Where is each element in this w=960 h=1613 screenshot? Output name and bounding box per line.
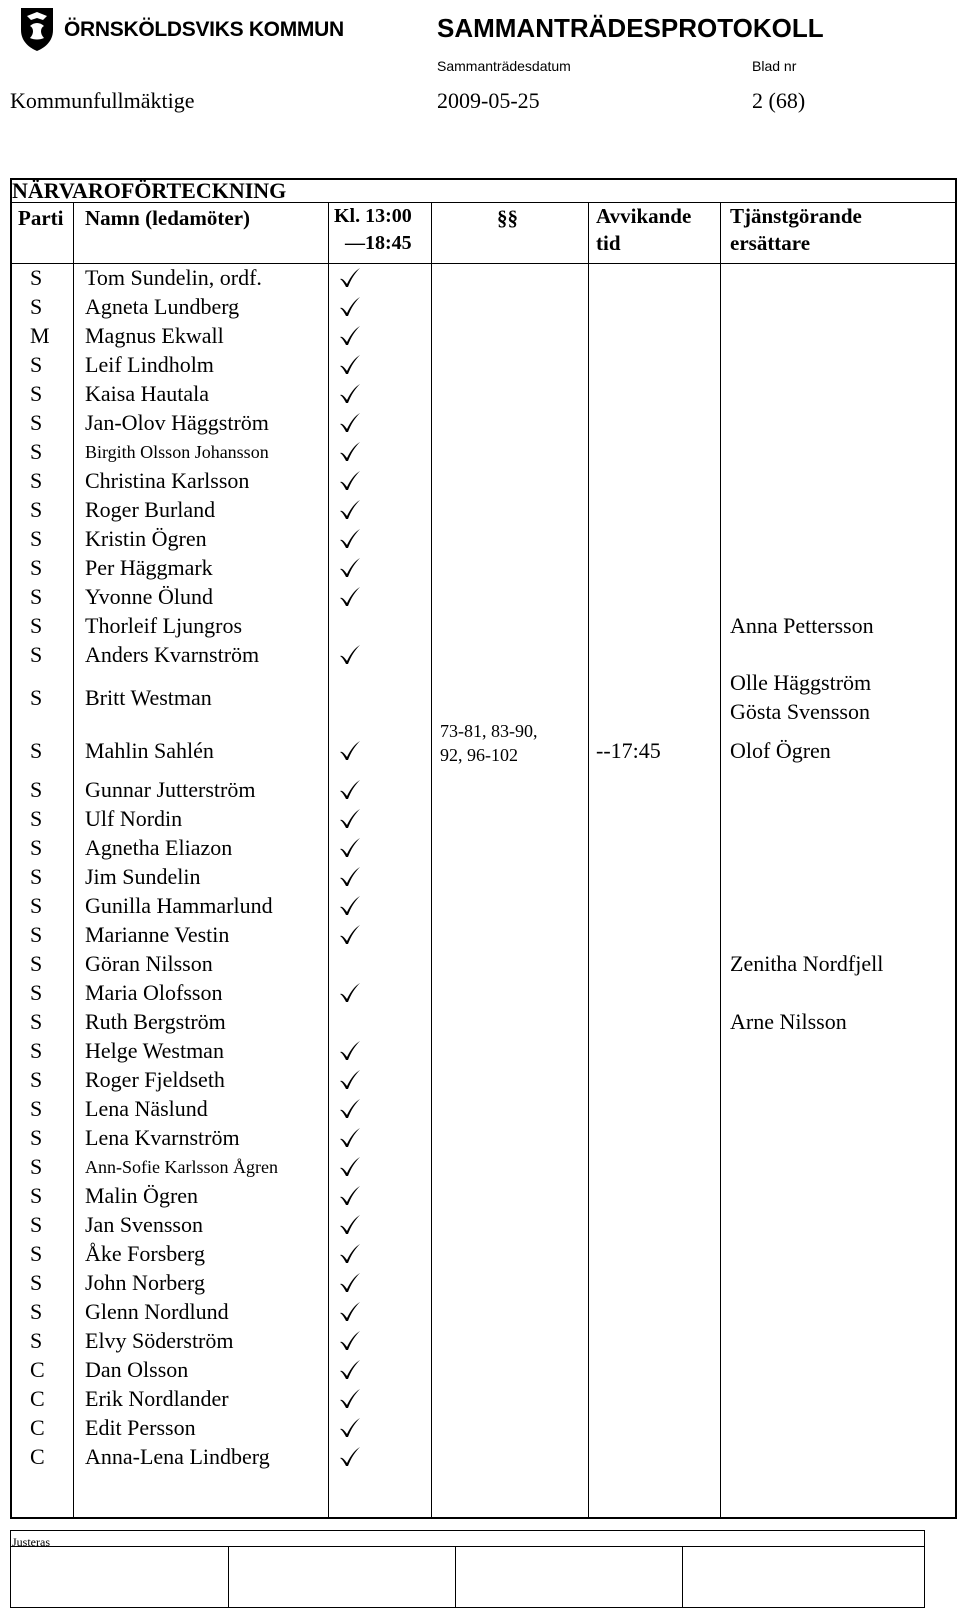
- party-cell: S: [30, 738, 43, 763]
- member-name: Helge Westman: [85, 1037, 224, 1063]
- paragraphs-cell: 73-81, 83-90,: [440, 721, 538, 741]
- party-cell: S: [30, 1008, 43, 1034]
- party-cell: S: [30, 496, 43, 522]
- table-row: [10, 408, 957, 437]
- member-name: Malin Ögren: [85, 1182, 199, 1208]
- document-title: SAMMANTRÄDESPROTOKOLL: [437, 13, 824, 43]
- member-name: Lena Näslund: [85, 1095, 208, 1121]
- table-row: [10, 1413, 957, 1442]
- table-row: [10, 553, 957, 582]
- signature-cell-divider: [455, 1546, 456, 1608]
- member-name: Erik Nordlander: [85, 1385, 229, 1411]
- table-row: [10, 1326, 957, 1355]
- party-cell: S: [30, 467, 43, 493]
- party-cell: S: [30, 612, 43, 638]
- table-row: [10, 1239, 957, 1268]
- member-name: Kristin Ögren: [85, 525, 207, 551]
- party-cell: C: [30, 1356, 45, 1382]
- member-name: Per Häggmark: [85, 554, 213, 580]
- municipality-logo: [18, 6, 344, 52]
- col-header-deviation-2: tid: [596, 231, 621, 255]
- party-cell: C: [30, 1385, 45, 1411]
- party-cell: S: [30, 892, 43, 918]
- col-header-substitute: Tjänstgörande: [730, 204, 862, 228]
- party-cell: S: [30, 1298, 43, 1324]
- party-cell: S: [30, 1153, 43, 1179]
- member-name: Christina Karlsson: [85, 467, 250, 493]
- member-name: Lena Kvarnström: [85, 1124, 240, 1150]
- table-row: [10, 1355, 957, 1384]
- substitute-name: Olle Häggström: [730, 670, 872, 695]
- col-header-name: Namn (ledamöter): [85, 206, 251, 230]
- deviation-time: --17:45: [596, 738, 661, 763]
- party-cell: S: [30, 834, 43, 860]
- party-cell: S: [30, 805, 43, 831]
- table-row: [10, 1442, 957, 1471]
- party-cell: S: [30, 554, 43, 580]
- date-label: Sammanträdesdatum: [437, 58, 571, 74]
- table-row: [10, 466, 957, 495]
- member-name: Roger Fjeldseth: [85, 1066, 225, 1092]
- party-cell: M: [30, 322, 50, 348]
- party-cell: S: [30, 1182, 43, 1208]
- member-name: Yvonne Ölund: [85, 583, 213, 609]
- col-header-deviation: Avvikande: [596, 204, 692, 228]
- party-cell: S: [30, 525, 43, 551]
- table-row: [10, 833, 957, 862]
- member-name: Ruth Bergström: [85, 1008, 226, 1034]
- party-cell: S: [30, 1240, 43, 1266]
- member-name: Gunilla Hammarlund: [85, 892, 273, 918]
- party-cell: S: [30, 1066, 43, 1092]
- member-name: Dan Olsson: [85, 1356, 189, 1382]
- table-row: [10, 292, 957, 321]
- member-name: Leif Lindholm: [85, 351, 214, 377]
- member-name: Birgith Olsson Johansson: [85, 441, 269, 462]
- signature-cell-divider: [682, 1546, 683, 1608]
- member-name: Jan Svensson: [85, 1211, 203, 1237]
- table-row: [10, 1007, 957, 1036]
- member-name: Jim Sundelin: [85, 863, 201, 889]
- member-name: John Norberg: [85, 1269, 205, 1295]
- table-row: [10, 721, 957, 775]
- table-row: [10, 1094, 957, 1123]
- party-cell: S: [30, 921, 43, 947]
- substitute-name: Olof Ögren: [730, 738, 831, 763]
- signature-box: [10, 1530, 925, 1608]
- table-row: [10, 1210, 957, 1239]
- paragraphs-cell-line2: 92, 96-102: [440, 745, 518, 765]
- meeting-date: 2009-05-25: [437, 88, 540, 113]
- party-cell: S: [30, 685, 43, 710]
- member-name: Anders Kvarnström: [85, 641, 260, 667]
- party-cell: S: [30, 1095, 43, 1121]
- signature-cell-divider: [228, 1546, 229, 1608]
- member-name: Maria Olofsson: [85, 979, 223, 1005]
- member-name: Kaisa Hautala: [85, 380, 209, 406]
- party-cell: C: [30, 1414, 45, 1440]
- table-row: [10, 862, 957, 891]
- member-name: Elvy Söderström: [85, 1327, 234, 1353]
- table-row: [10, 775, 957, 804]
- party-cell: S: [30, 351, 43, 377]
- table-row: [10, 582, 957, 611]
- member-name: Marianne Vestin: [85, 921, 230, 947]
- party-cell: S: [30, 1124, 43, 1150]
- party-cell: S: [30, 950, 43, 976]
- substitute-name: Zenitha Nordfjell: [730, 950, 884, 976]
- member-name: Edit Persson: [85, 1414, 196, 1440]
- org-name: ÖRNSKÖLDSVIKS KOMMUN: [64, 18, 344, 41]
- page-number: 2 (68): [752, 88, 806, 113]
- table-row: [10, 321, 957, 350]
- member-name: Anna-Lena Lindberg: [85, 1443, 270, 1469]
- table-row: [10, 524, 957, 553]
- party-cell: S: [30, 979, 43, 1005]
- party-cell: S: [30, 1037, 43, 1063]
- coat-of-arms-icon: [18, 6, 56, 52]
- table-row: [10, 804, 957, 833]
- party-cell: S: [30, 409, 43, 435]
- table-row: [10, 263, 957, 292]
- table-title: NÄRVAROFÖRTECKNING: [12, 178, 287, 203]
- member-name: Gunnar Jutterström: [85, 776, 256, 802]
- party-cell: S: [30, 293, 43, 319]
- table-row: [10, 1268, 957, 1297]
- table-row: [10, 437, 957, 466]
- table-row: [10, 640, 957, 669]
- member-name: Glenn Nordlund: [85, 1298, 229, 1324]
- party-cell: S: [30, 1269, 43, 1295]
- attendance-table: [10, 178, 960, 1524]
- member-name: Ulf Nordin: [85, 805, 183, 831]
- member-name: Britt Westman: [85, 685, 212, 710]
- substitute-name-2: Gösta Svensson: [730, 699, 870, 724]
- table-row: [10, 1065, 957, 1094]
- table-row: [10, 495, 957, 524]
- table-row: [10, 1036, 957, 1065]
- table-row: [10, 1384, 957, 1413]
- body-name: Kommunfullmäktige: [10, 88, 195, 113]
- table-row: [10, 978, 957, 1007]
- table-row: [10, 1152, 957, 1181]
- member-name: Ann-Sofie Karlsson Ågren: [85, 1156, 278, 1177]
- party-cell: S: [30, 776, 43, 802]
- signature-label: Justeras: [12, 1535, 50, 1549]
- party-cell: S: [30, 863, 43, 889]
- member-name: Thorleif Ljungros: [85, 612, 243, 638]
- table-row: [10, 350, 957, 379]
- table-row: [10, 1297, 957, 1326]
- table-row: [10, 1123, 957, 1152]
- member-name: Tom Sundelin, ordf.: [85, 264, 262, 290]
- table-row: [10, 949, 957, 978]
- table-row: [10, 920, 957, 949]
- party-cell: S: [30, 583, 43, 609]
- table-row: [10, 1181, 957, 1210]
- substitute-name: Arne Nilsson: [730, 1008, 847, 1034]
- col-header-party: Parti: [18, 206, 64, 230]
- table-row: [10, 611, 957, 640]
- party-cell: C: [30, 1443, 45, 1469]
- signature-divider: [11, 1546, 924, 1547]
- col-header-paragraphs: §§: [497, 206, 518, 230]
- member-name: Roger Burland: [85, 496, 216, 522]
- party-cell: S: [30, 438, 43, 464]
- col-header-substitute-2: ersättare: [730, 231, 811, 255]
- table-row: [10, 891, 957, 920]
- party-cell: S: [30, 1211, 43, 1237]
- member-name: Göran Nilsson: [85, 950, 213, 976]
- member-name: Agnetha Eliazon: [85, 834, 233, 860]
- member-name: Agneta Lundberg: [85, 293, 240, 319]
- page-label: Blad nr: [752, 58, 797, 74]
- party-cell: S: [30, 264, 43, 290]
- party-cell: S: [30, 380, 43, 406]
- substitute-name: Anna Pettersson: [730, 612, 874, 638]
- member-name: Mahlin Sahlén: [85, 738, 214, 763]
- member-name: Jan-Olov Häggström: [85, 409, 269, 435]
- col-header-time-end: —18:45: [345, 232, 412, 254]
- col-header-time: Kl. 13:00: [334, 205, 412, 227]
- party-cell: S: [30, 1327, 43, 1353]
- member-name: Magnus Ekwall: [85, 322, 224, 348]
- table-row: [10, 379, 957, 408]
- member-name: Åke Forsberg: [85, 1240, 205, 1266]
- party-cell: S: [30, 641, 43, 667]
